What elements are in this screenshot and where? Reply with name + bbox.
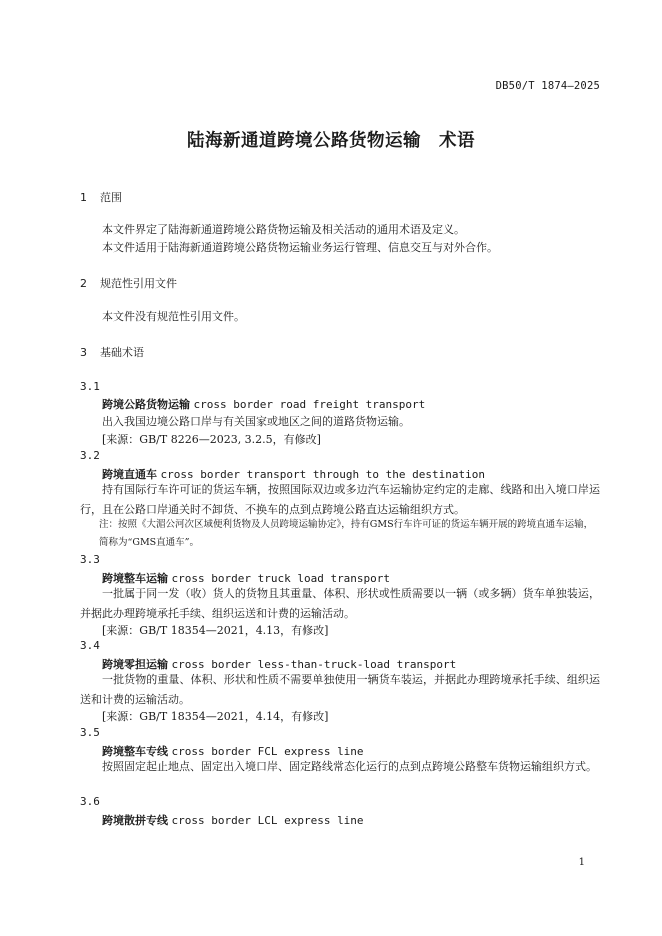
term-note: 注：按照《大湄公河次区域便利货物及人员跨境运输协定》，持有GMS行车许可证的货运车辆开展的跨境直通车运输，简称为“GMS直通车”。 — [99, 519, 594, 548]
term-number: 3.5 — [80, 726, 100, 739]
term-heading — [102, 812, 364, 828]
term-english: cross border FCL express line — [171, 745, 364, 758]
section-2-heading — [80, 275, 177, 291]
term-number: 3.6 — [80, 795, 100, 808]
term-english: cross border truck load transport — [171, 572, 391, 585]
term-chinese: 跨境零担运输 — [102, 658, 168, 671]
section-3-heading — [80, 344, 144, 360]
term-source: [来源：GB/T 8226—2023, 3.2.5，有修改] — [102, 433, 321, 446]
term-definition: 持有国际行车许可证的货运车辆，按照国际双边或多边汽车运输协定约定的走廊、线路和出入境口岸运行，且在公路口岸通关时不卸货、不换车的点到点跨境公路直达运输组织方式。 — [80, 483, 600, 516]
page-number: 1 — [578, 857, 585, 868]
section-1-heading — [80, 189, 122, 205]
term-english: cross border LCL express line — [171, 814, 364, 827]
term-chinese: 跨境整车运输 — [102, 572, 168, 585]
term-english: cross border road freight transport — [193, 398, 426, 411]
paragraph: 本文件没有规范性引用文件。 — [102, 310, 245, 323]
document-code: DB50/T 1874—2025 — [495, 80, 600, 92]
term-number: 3.4 — [80, 639, 100, 652]
term-definition: 一批属于同一发（收）货人的货物且其重量、体积、形状或性质需要以一辆（或多辆）货车单独装运，并据此办理跨境承托手续、组织运送和计费的运输活动。 — [80, 587, 600, 620]
term-english: cross border transport through to the destination — [160, 468, 486, 481]
term-chinese: 跨境公路货物运输 — [102, 398, 190, 411]
term-chinese: 跨境整车专线 — [102, 745, 168, 758]
term-chinese: 跨境散拼专线 — [102, 814, 168, 827]
term-definition: 按照固定起止地点、固定出入境口岸、固定路线常态化运行的点到点跨境公路整车货物运输组织方式。 — [102, 760, 597, 773]
term-source: [来源：GB/T 18354—2021，4.14，有修改] — [102, 710, 329, 723]
term-heading — [102, 396, 425, 412]
section-title: 规范性引用文件 — [100, 277, 177, 290]
section-number: 3 — [80, 346, 87, 359]
term-chinese: 跨境直通车 — [102, 468, 157, 481]
section-title: 范围 — [100, 191, 122, 204]
section-number: 1 — [80, 191, 87, 204]
term-source: [来源：GB/T 18354—2021，4.13，有修改] — [102, 624, 329, 637]
document-title: 陆海新通道跨境公路货物运输 术语 — [187, 131, 475, 151]
term-english: cross border less-than-truck-load transport — [171, 658, 457, 671]
section-number: 2 — [80, 277, 87, 290]
term-definition: 一批货物的重量、体积、形状和性质不需要单独使用一辆货车装运，并据此办理跨境承托手续、组织运送和计费的运输活动。 — [80, 673, 600, 706]
term-number: 3.1 — [80, 380, 100, 393]
section-title: 基础术语 — [100, 346, 144, 359]
term-number: 3.3 — [80, 553, 100, 566]
paragraph: 本文件界定了陆海新通道跨境公路货物运输及相关活动的通用术语及定义。 — [102, 223, 465, 236]
paragraph: 本文件适用于陆海新通道跨境公路货物运输业务运行管理、信息交互与对外合作。 — [102, 241, 498, 254]
term-number: 3.2 — [80, 449, 100, 462]
term-definition: 出入我国边境公路口岸与有关国家或地区之间的道路货物运输。 — [102, 415, 410, 428]
